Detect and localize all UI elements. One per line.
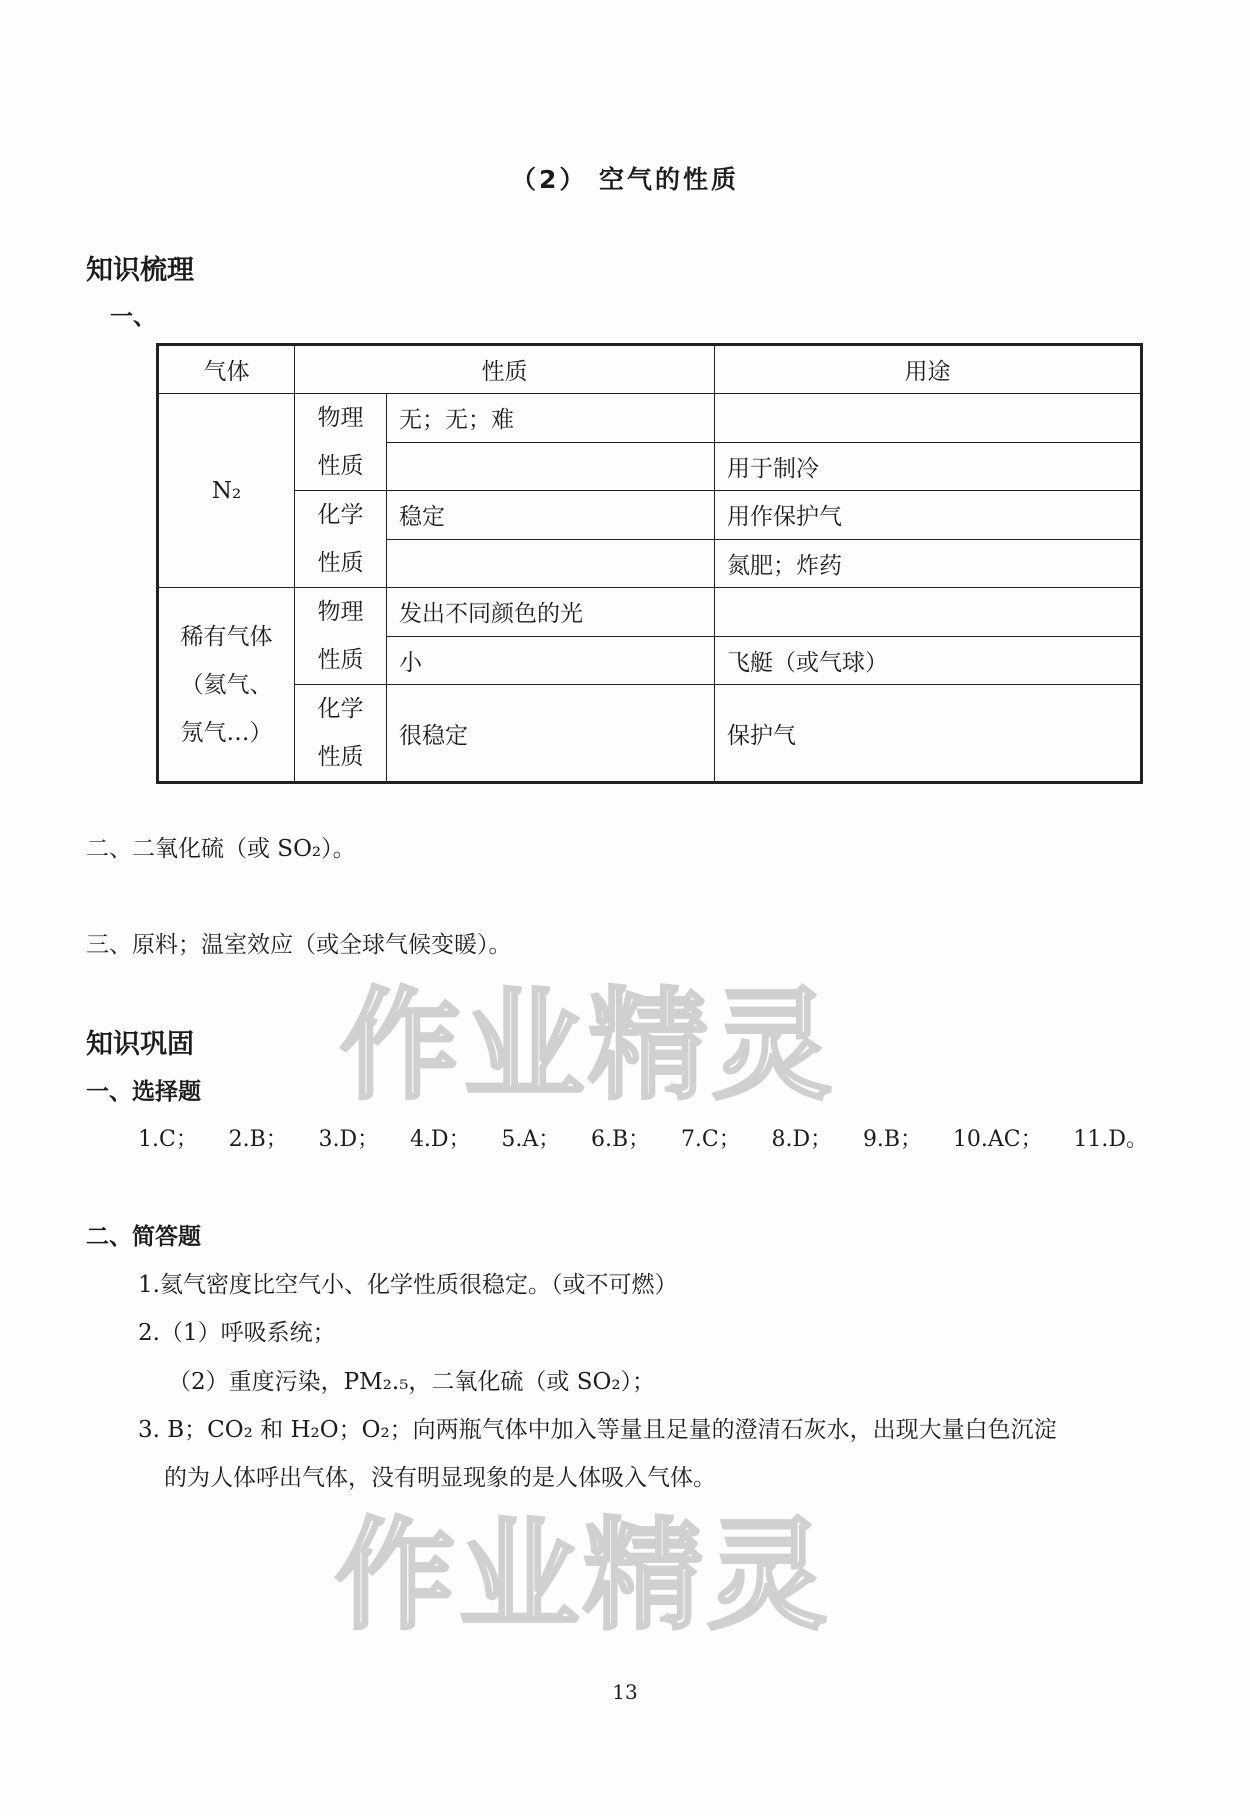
category-physical: 物理 性质 xyxy=(295,588,387,685)
mc-heading: 一、选择题 xyxy=(86,1079,201,1105)
header-property: 性质 xyxy=(295,345,715,394)
list-item: 6.B； xyxy=(591,1127,651,1152)
category-chemical: 化学 性质 xyxy=(295,685,387,783)
category-chemical: 化学 性质 xyxy=(295,491,387,588)
list-item: 3.D； xyxy=(318,1127,380,1152)
sa-line: 2.（1）呼吸系统； xyxy=(138,1320,336,1346)
sa-line: 的为人体呼出气体，没有明显现象的是人体吸入气体。 xyxy=(164,1465,716,1491)
category-physical: 物理 性质 xyxy=(295,394,387,491)
gas-properties-table xyxy=(156,343,1143,784)
use-cell: 用于制冷 xyxy=(715,442,1142,491)
use-cell: 飞艇（或气球） xyxy=(715,636,1142,685)
list-item: 9.B； xyxy=(862,1127,923,1152)
list-item: 10.AC； xyxy=(952,1127,1043,1152)
section-heading-consolidate: 知识巩固 xyxy=(86,1029,194,1060)
table-row xyxy=(158,394,1142,443)
part-two-answer: 二、二氧化硫（或 SO₂）。 xyxy=(86,836,356,862)
property-cell: 无；无；难 xyxy=(387,394,715,443)
watermark-text: 作业精灵 xyxy=(340,977,836,1116)
sa-line: （2）重度污染，PM₂.₅，二氧化硫（或 SO₂）； xyxy=(168,1369,656,1395)
table-row xyxy=(158,588,1142,637)
use-cell: 保护气 xyxy=(715,685,1142,783)
section-heading-review: 知识梳理 xyxy=(86,255,194,286)
list-item: 8.D； xyxy=(771,1127,833,1152)
page-title: （2） 空气的性质 xyxy=(510,165,740,194)
property-cell: 小 xyxy=(387,636,715,685)
header-use: 用途 xyxy=(715,345,1142,394)
list-item: 7.C； xyxy=(680,1127,741,1152)
header-gas: 气体 xyxy=(158,345,295,394)
table-header-row xyxy=(158,345,1142,394)
gas-name-noble: 稀有气体 （氦气、 氖气…） xyxy=(158,588,295,783)
table-row xyxy=(158,491,1142,540)
use-cell: 氮肥；炸药 xyxy=(715,539,1142,588)
list-item: 2.B； xyxy=(228,1127,288,1152)
property-cell xyxy=(387,442,715,491)
watermark-text: 作业精灵 xyxy=(335,1507,831,1646)
mc-answer-list xyxy=(138,1122,1148,1153)
use-cell xyxy=(715,588,1142,637)
sa-heading: 二、简答题 xyxy=(86,1224,201,1250)
list-item: 5.A； xyxy=(501,1127,561,1152)
property-cell: 发出不同颜色的光 xyxy=(387,588,715,637)
sa-line: 1.氦气密度比空气小、化学性质很稳定。（或不可燃） xyxy=(138,1272,678,1298)
part-three-answer: 三、原料；温室效应（或全球气候变暖）。 xyxy=(86,932,512,958)
gas-name-n2: N₂ xyxy=(158,394,295,588)
use-cell xyxy=(715,394,1142,443)
page-number: 13 xyxy=(612,1680,638,1704)
list-item: 4.D； xyxy=(409,1127,471,1152)
property-cell: 稳定 xyxy=(387,491,715,540)
list-item: 11.D。 xyxy=(1073,1127,1148,1152)
use-cell: 用作保护气 xyxy=(715,491,1142,540)
property-cell xyxy=(387,539,715,588)
part-one-label: 一、 xyxy=(110,304,156,330)
list-item: 1.C； xyxy=(138,1127,198,1152)
property-cell: 很稳定 xyxy=(387,685,715,783)
sa-line: 3. B；CO₂ 和 H₂O；O₂；向两瓶气体中加入等量且足量的澄清石灰水，出现大量白色沉淀 xyxy=(138,1417,1057,1443)
